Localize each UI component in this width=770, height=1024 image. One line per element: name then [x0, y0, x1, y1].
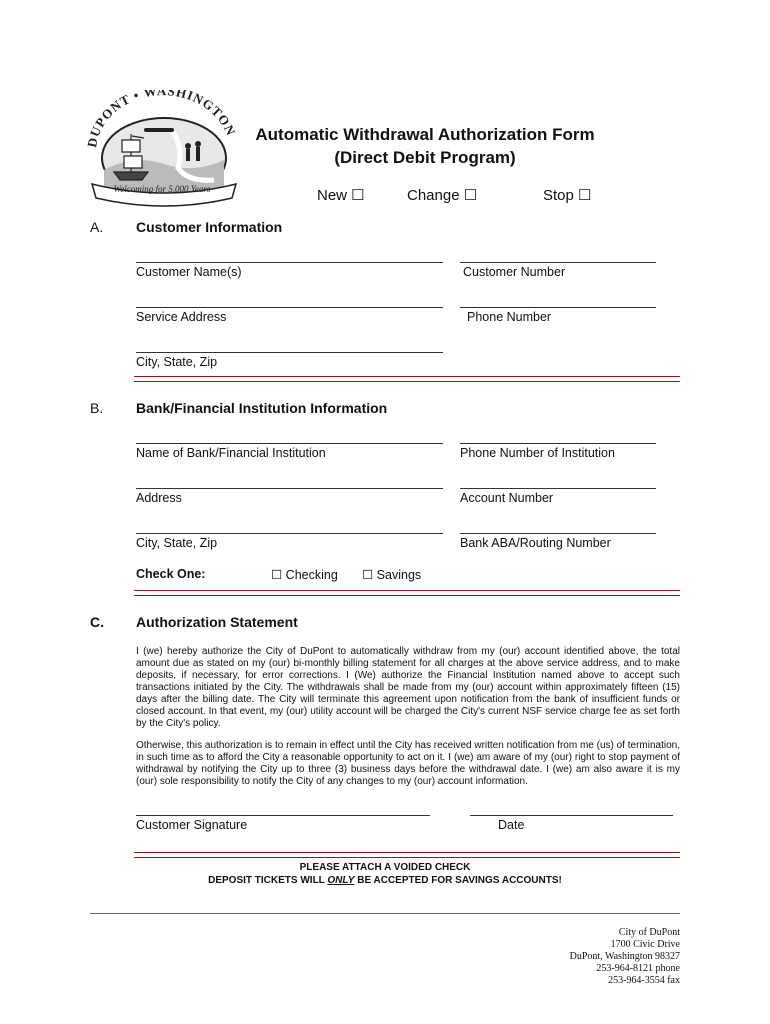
- city-logo: [84, 90, 240, 210]
- form-title: Automatic Withdrawal Authorization Form: [255, 125, 595, 144]
- date-label: Date: [498, 818, 525, 832]
- option-stop[interactable]: Stop ☐: [543, 187, 592, 204]
- customer-number-line[interactable]: [460, 262, 656, 263]
- bank-city-line[interactable]: [136, 533, 443, 534]
- city-state-zip-line[interactable]: [136, 352, 443, 353]
- address-line: 1700 Civic Drive: [610, 939, 680, 950]
- logo-name: DUPONT • WASHINGTON: [84, 90, 239, 149]
- city-state-zip-label: City, State, Zip: [136, 355, 218, 369]
- deposit-ticket-notice: [0, 875, 770, 886]
- bank-city-label: City, State, Zip: [136, 536, 218, 550]
- form-subtitle: (Direct Debit Program): [334, 148, 516, 167]
- voided-check-notice: PLEASE ATTACH A VOIDED CHECK: [299, 862, 471, 873]
- bank-address-label: Address: [136, 491, 182, 505]
- service-address-label: Service Address: [136, 310, 227, 324]
- bank-address-line[interactable]: [136, 488, 443, 489]
- notice-text-after: BE ACCEPTED FOR SAVINGS ACCOUNTS!: [354, 875, 562, 886]
- customer-name-label: Customer Name(s): [136, 265, 242, 279]
- city-address: [570, 927, 680, 987]
- bank-name-label: Name of Bank/Financial Institution: [136, 446, 326, 460]
- footer-divider: [90, 913, 680, 914]
- account-number-label: Account Number: [460, 491, 554, 505]
- service-address-line[interactable]: [136, 307, 443, 308]
- authorization-paragraph-2: Otherwise, this authorization is to remain in effect until the City has received written notification from me (us) of termination, in such time as to afford the City a reasonable opportunity to act on it. I (we) am aware of my (our) right to stop payment of withdrawal by notifying the City up to three (3) business days before the withdrawal date. I (we) am also aware it is my (our) sole responsibility to notify the City of any changes to my (our) account information.: [136, 740, 680, 787]
- notice-text-before: DEPOSIT TICKETS WILL: [208, 875, 328, 886]
- date-line[interactable]: [470, 815, 673, 816]
- bank-phone-line[interactable]: [460, 443, 656, 444]
- signature-line[interactable]: [136, 815, 430, 816]
- address-line: City of DuPont: [618, 927, 680, 938]
- authorization-paragraph-1: I (we) hereby authorize the City of DuPont to automatically withdraw from my (our) account identified above, the total amount due as stated on my (our) bi-monthly billing statement for all charges at the above service address, and to make deposits, if necessary, for error corrections. I (We) authorize the Financial Institution named above to accept such transactions initiated by the City. The withdrawals shall be made from my (our) account within approximately fifteen (15) days after the billing date. The City will terminate this agreement upon notification from the bank of insufficient funds or closed account. In that event, my (our) utility account will be charged the City's current NSF service charge fee as set forth by the City's policy.: [136, 646, 680, 729]
- notice-emphasis: ONLY: [327, 875, 355, 886]
- customer-number-label: Customer Number: [463, 265, 566, 279]
- section-divider: [134, 376, 680, 382]
- routing-number-label: Bank ABA/Routing Number: [460, 536, 611, 550]
- section-divider: [134, 852, 680, 858]
- account-number-line[interactable]: [460, 488, 656, 489]
- address-line: DuPont, Washington 98327: [569, 951, 680, 962]
- address-line: 253-964-8121 phone: [596, 963, 680, 974]
- customer-name-line[interactable]: [136, 262, 443, 263]
- bank-name-line[interactable]: [136, 443, 443, 444]
- phone-number-line[interactable]: [460, 307, 656, 308]
- section-divider: [134, 590, 680, 596]
- signature-label: Customer Signature: [136, 818, 248, 832]
- phone-number-label: Phone Number: [467, 310, 552, 324]
- option-new[interactable]: New ☐: [317, 187, 365, 204]
- routing-number-line[interactable]: [460, 533, 656, 534]
- logo-tagline: Welcoming for 5,000 Years: [113, 184, 211, 194]
- section-c-letter: C.: [90, 614, 104, 630]
- savings-checkbox[interactable]: ☐ Savings: [362, 568, 422, 582]
- option-change[interactable]: Change ☐: [407, 187, 478, 204]
- check-one-label: Check One:: [136, 567, 206, 581]
- section-a-letter: A.: [90, 219, 104, 235]
- section-b-letter: B.: [90, 400, 104, 416]
- section-a-heading: Customer Information: [136, 219, 283, 235]
- checking-checkbox[interactable]: ☐ Checking: [271, 568, 338, 582]
- address-line: 253-964-3554 fax: [608, 975, 680, 986]
- section-c-heading: Authorization Statement: [136, 614, 298, 630]
- bank-phone-label: Phone Number of Institution: [460, 446, 615, 460]
- section-b-heading: Bank/Financial Institution Information: [136, 400, 388, 416]
